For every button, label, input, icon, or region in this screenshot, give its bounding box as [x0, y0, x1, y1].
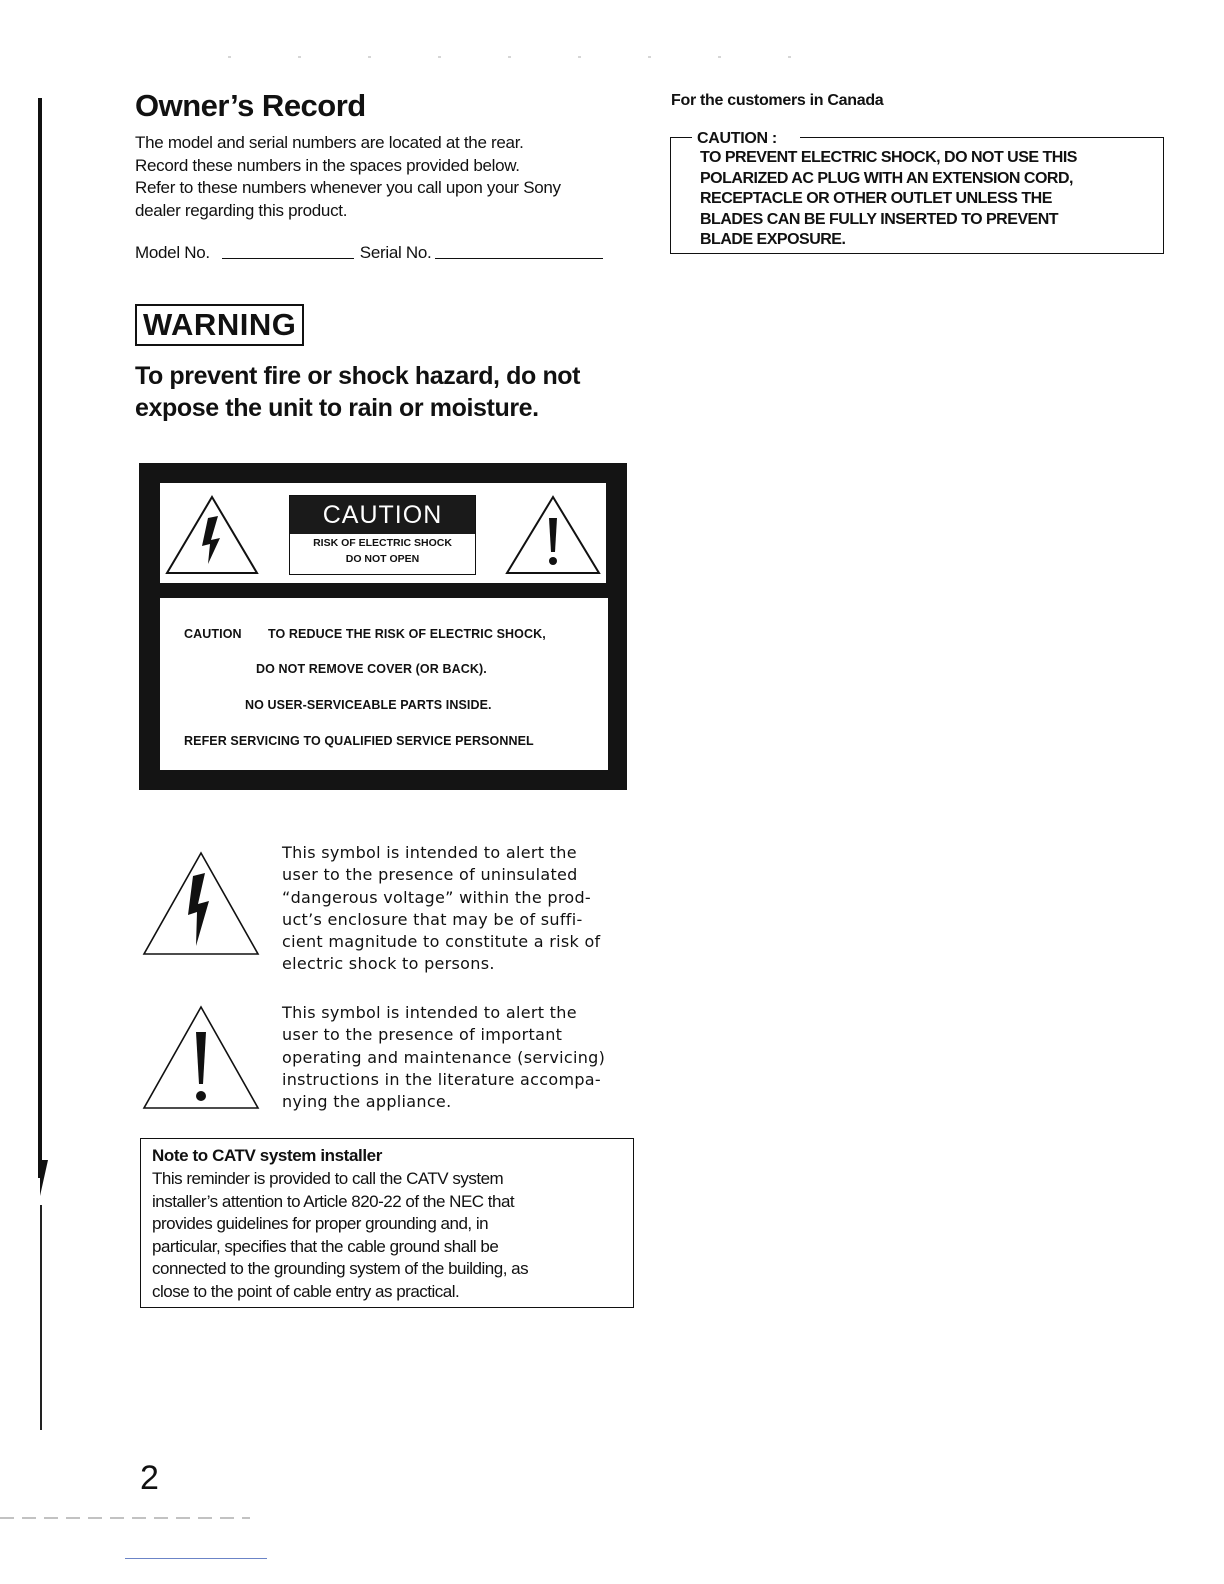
exclamation-text-line: operating and maintenance (servicing) — [282, 1047, 606, 1067]
label-do-not-remove: DO NOT REMOVE COVER (OR BACK). — [256, 662, 487, 676]
scan-artifact-bottom — [0, 1517, 250, 1519]
exclamation-text-line: nying the appliance. — [282, 1092, 452, 1112]
exclamation-symbol-text — [282, 1002, 622, 1113]
record-fields — [135, 243, 603, 263]
exclamation-text-line: This symbol is intended to alert the — [282, 1003, 577, 1022]
hazard-line: To prevent fire or shock hazard, do not — [135, 362, 581, 390]
exclamation-text-line: instructions in the literature accompa- — [282, 1069, 601, 1089]
canada-box-top-rule — [670, 137, 692, 138]
margin-bar-lower — [40, 1205, 42, 1430]
canada-line: TO PREVENT ELECTRIC SHOCK, DO NOT USE THIS — [700, 149, 1077, 166]
intro-line: The model and serial numbers are located at the rear. — [135, 133, 524, 152]
intro-line: dealer regarding this product. — [135, 200, 348, 220]
intro-line: Refer to these numbers whenever you call upon your Sony — [135, 178, 561, 197]
catv-line: provides guidelines for proper grounding and, in — [152, 1214, 489, 1233]
canada-line: BLADE EXPOSURE. — [700, 231, 846, 249]
scan-artifact-top — [228, 56, 808, 58]
caution-sign-risk: RISK OF ELECTRIC SHOCK — [313, 537, 452, 549]
canada-caution-label: CAUTION : — [697, 130, 777, 147]
serial-label: Serial No. — [359, 243, 432, 262]
page-number: 2 — [140, 1459, 159, 1497]
owners-record-intro — [135, 132, 635, 222]
intro-line: Record these numbers in the spaces provided below. — [135, 155, 520, 175]
lightning-text-line: cient magnitude to constitute a risk of — [282, 932, 601, 952]
bottom-rule — [125, 1558, 267, 1559]
label-no-parts: NO USER-SERVICEABLE PARTS INSIDE. — [245, 698, 492, 712]
hazard-line: expose the unit to rain or moisture. — [135, 394, 539, 422]
canada-box-top-rule — [800, 137, 1163, 138]
label-reduce-risk: TO REDUCE THE RISK OF ELECTRIC SHOCK, — [268, 627, 546, 641]
warning-heading: WARNING — [135, 304, 304, 346]
hazard-statement — [135, 360, 635, 424]
caution-sign-do-not-open: DO NOT OPEN — [345, 553, 420, 565]
serial-number-field[interactable] — [435, 257, 603, 259]
caution-sign-header: CAUTION — [290, 496, 475, 534]
canada-line: POLARIZED AC PLUG WITH AN EXTENSION CORD, — [700, 169, 1073, 187]
canada-caution-text — [700, 148, 1150, 251]
exclamation-text-line: user to the presence of important — [282, 1025, 563, 1045]
lightning-text-line: electric shock to persons. — [282, 954, 495, 974]
catv-line: installer’s attention to Article 820-22 of the NEC that — [152, 1191, 515, 1211]
margin-tick — [40, 1160, 48, 1196]
canada-line: BLADES CAN BE FULLY INSERTED TO PREVENT — [700, 210, 1059, 228]
lightning-text-line: “dangerous voltage” within the prod- — [282, 887, 591, 907]
lightning-text-line: uct’s enclosure that may be of suffi- — [282, 909, 583, 929]
catv-line: particular, specifies that the cable ground shall be — [152, 1236, 499, 1256]
owners-record-title: Owner’s Record — [135, 88, 366, 123]
canada-line: RECEPTACLE OR OTHER OUTLET UNLESS THE — [700, 190, 1052, 208]
lightning-triangle-icon — [164, 494, 260, 576]
lightning-text-line: This symbol is intended to alert the — [282, 843, 577, 862]
margin-bar — [38, 98, 42, 1178]
label-caution-word: CAUTION — [184, 627, 242, 641]
lightning-symbol-icon — [141, 850, 261, 956]
catv-line: connected to the grounding system of the building, as — [152, 1259, 529, 1278]
catv-line: This reminder is provided to call the CATV system — [152, 1169, 504, 1188]
model-number-field[interactable] — [222, 257, 354, 259]
exclamation-symbol-icon — [141, 1004, 261, 1110]
model-label: Model No. — [135, 243, 210, 262]
caution-sign — [289, 495, 476, 575]
lightning-symbol-text — [282, 842, 622, 976]
catv-note-body — [152, 1168, 622, 1303]
lightning-text-line: user to the presence of uninsulated — [282, 865, 578, 885]
exclamation-triangle-icon — [504, 494, 602, 576]
label-refer-servicing: REFER SERVICING TO QUALIFIED SERVICE PERSONNEL — [184, 734, 534, 748]
catv-note-title: Note to CATV system installer — [152, 1146, 382, 1165]
canada-heading: For the customers in Canada — [671, 92, 884, 109]
catv-line: close to the point of cable entry as practical. — [152, 1281, 460, 1301]
